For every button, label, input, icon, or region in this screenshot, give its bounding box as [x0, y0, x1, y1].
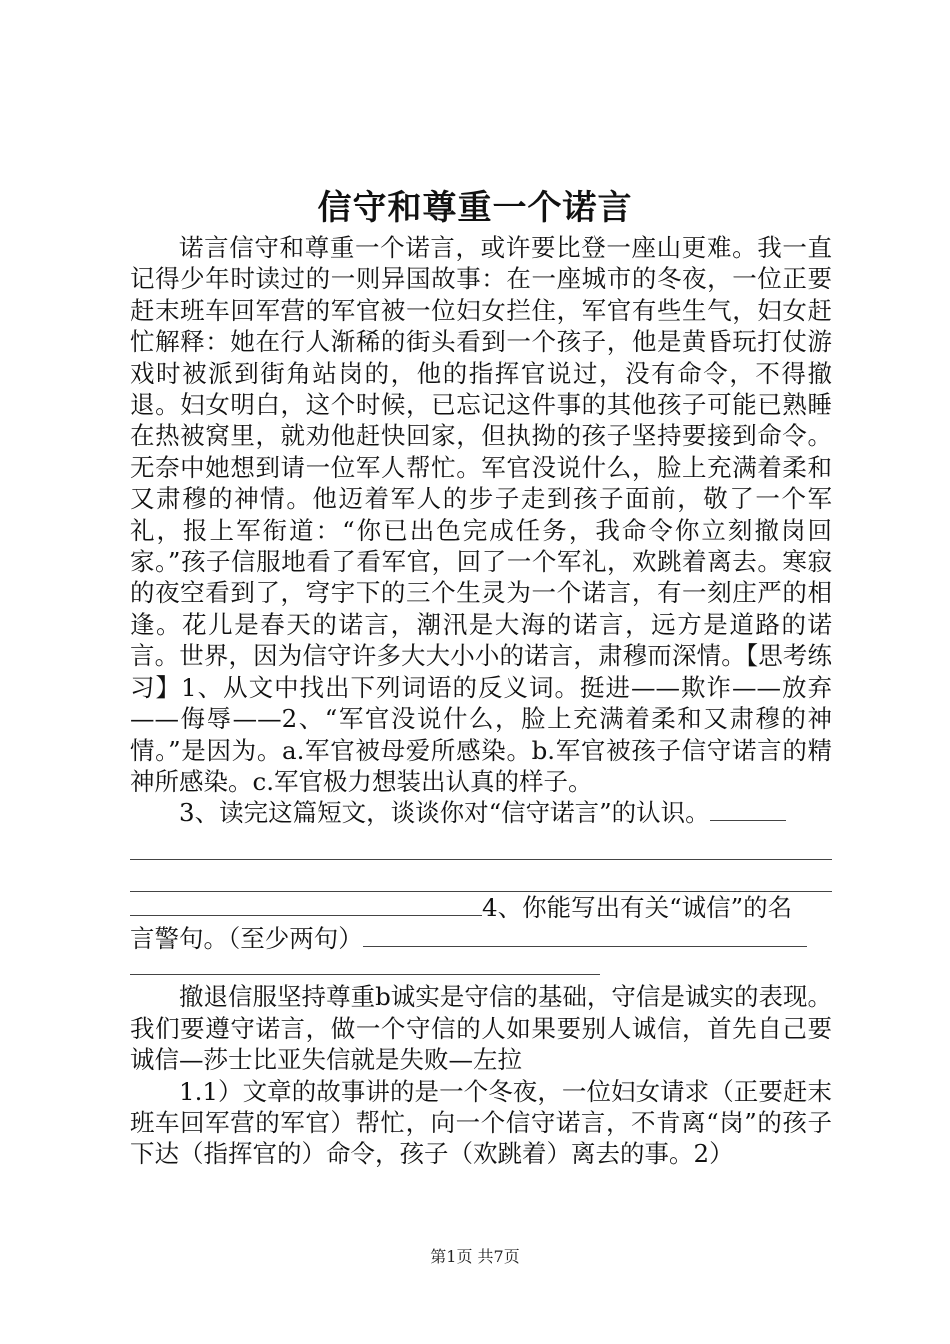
answer-line — [130, 954, 600, 975]
document-body — [130, 232, 832, 1170]
answer-blank — [130, 893, 482, 916]
answers-paragraph-2: 1.1）文章的故事讲的是一个冬夜，一位妇女请求（正要赶末班车回军营的军官）帮忙，向一个信守诺言，不肯离“岗”的孩子下达（指挥官的）命令，孩子（欢跳着）离去的事。2） — [130, 1076, 832, 1169]
question-3-text: 3、读完这篇短文，谈谈你对“信守诺言”的认识。 — [179, 798, 710, 828]
question-4-text: 4、你能写出有关“诚信”的名 — [482, 892, 793, 922]
answers-paragraph: 撤退信服坚持尊重b诚实是守信的基础，守信是诚实的表现。我们要遵守诺言，做一个守信的人如果要别人诚信，首先自己要诚信—莎士比亚失信就是失败—左拉 — [130, 982, 832, 1075]
answer-line — [130, 829, 832, 860]
answer-blank — [710, 798, 786, 821]
document-title: 信守和尊重一个诺言 — [317, 188, 633, 228]
question-4-line-2 — [130, 923, 832, 954]
question-3 — [130, 797, 832, 828]
answer-blank — [363, 924, 807, 947]
page-footer: 第1页 共7页 — [430, 1247, 520, 1266]
question-4-text-2: 言警句。（至少两句） — [130, 923, 363, 953]
story-paragraph: 诺言信守和尊重一个诺言，或许要比登一座山更难。我一直记得少年时读过的一则异国故事：在一座城市的冬夜，一位正要赶末班车回军营的军官被一位妇女拦住，军官有些生气，妇女赶忙解释：她在行人渐稀的街头看到一个孩子，他是黄昏玩打仗游戏时被派到街角站岗的，他的指挥官说过，没有命令，不得撤退。妇女明白，这个时候，已忘记这件事的其他孩子可能已熟睡在热被窝里，就劝他赶快回家，但执拗的孩子坚持要接到命令。无奈中她想到请一位军人帮忙。军官没说什么，脸上充满着柔和又肃穆的神情。他迈着军人的步子走到孩子面前，敬了一个军礼，报上军衔道：“你已出色完成任务，我命令你立刻撤岗回家。”孩子信服地看了看军官，回了一个军礼，欢跳着离去。寒寂的夜空看到了，穹宇下的三个生灵为一个诺言，有一刻庄严的相逢。花儿是春天的诺言，潮汛是大海的诺言，远方是道路的诺言。世界，因为信守许多大大小小的诺言，肃穆而深情。【思考练习】1、从文中找出下列词语的反义词。挺进——欺诈——放弃——侮辱——2、“军官没说什么，脸上充满着柔和又肃穆的神情。”是因为。a.军官被母爱所感染。b.军官被孩子信守诺言的精神所感染。c.军官极力想装出认真的样子。 — [130, 233, 832, 796]
answer-line — [130, 860, 832, 891]
question-4-line — [130, 892, 832, 923]
